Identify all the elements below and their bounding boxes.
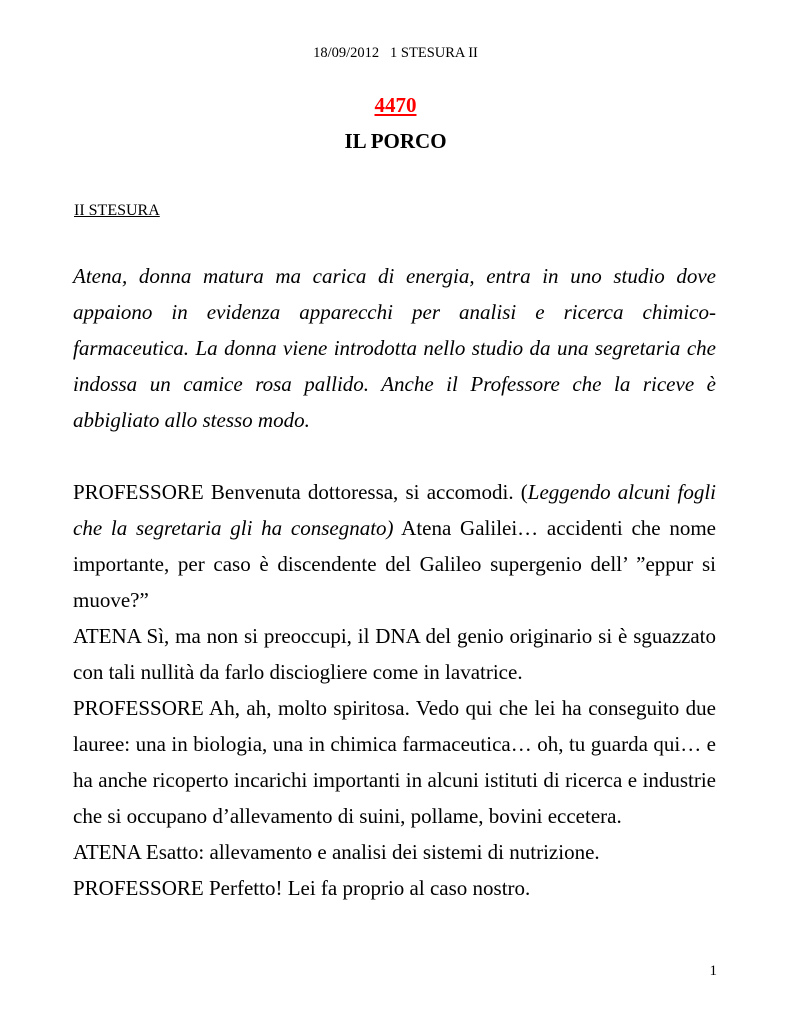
dialogue-text: Benvenuta dottoressa, si accomodi. (: [203, 480, 528, 504]
dialogue-line: [73, 618, 716, 690]
stage-direction: Atena, donna matura ma carica di energia, entra in uno studio dove appaiono in evidenza apparecchi per analisi e ricerca chimico-farmaceutica. La donna viene introdotta nello studio da una segretaria che indossa un camice rosa pallido. Anche il Professore che la riceve è abbigliato allo stesso modo.: [73, 264, 716, 432]
page-header: [0, 44, 791, 62]
document-title: IL PORCO: [344, 129, 447, 153]
dialogue-line: [73, 690, 716, 834]
dialogue-text: Atena Galilei… accidenti che nome importante, per caso è discendente del Galileo supergenio dell’ ”eppur si muove?”: [73, 516, 716, 612]
dialogue-text: Ah, ah, molto spiritosa. Vedo qui che lei ha conseguito due lauree: una in biologia, una in chimica farmaceutica… oh, tu guarda qui… e ha anche ricoperto incarichi importanti in alcuni istituti di ricerca e industrie che si occupano d’allevamento di suini, pollame, bovini eccetera.: [73, 696, 716, 828]
speaker-name: PROFESSORE: [73, 696, 204, 720]
section-label: II STESURA: [74, 202, 160, 219]
dialogue-block: [73, 474, 716, 906]
speaker-name: ATENA: [73, 624, 141, 648]
page-number: 1: [709, 963, 717, 979]
dialogue-line: [73, 870, 716, 906]
header-stesura: 1 STESURA II: [390, 45, 478, 61]
dialogue-text: Sì, ma non si preoccupi, il DNA del genio originario si è sguazzato con tali nullità da farlo disciogliere come in lavatrice.: [73, 624, 716, 684]
dialogue-line: [73, 474, 716, 618]
dialogue-text: Perfetto! Lei fa proprio al caso nostro.: [203, 876, 531, 900]
dialogue-text: Esatto: allevamento e analisi dei sistemi di nutrizione.: [140, 840, 600, 864]
header-date: 18/09/2012: [313, 45, 380, 61]
speaker-name: PROFESSORE: [73, 480, 204, 504]
dialogue-line: [73, 834, 716, 870]
speaker-name: ATENA: [73, 840, 141, 864]
speaker-name: PROFESSORE: [73, 876, 204, 900]
document-number: 4470: [374, 93, 417, 117]
dialogue-italic-direction: Leggendo alcuni fogli che la segretaria gli ha consegnato): [73, 480, 716, 540]
